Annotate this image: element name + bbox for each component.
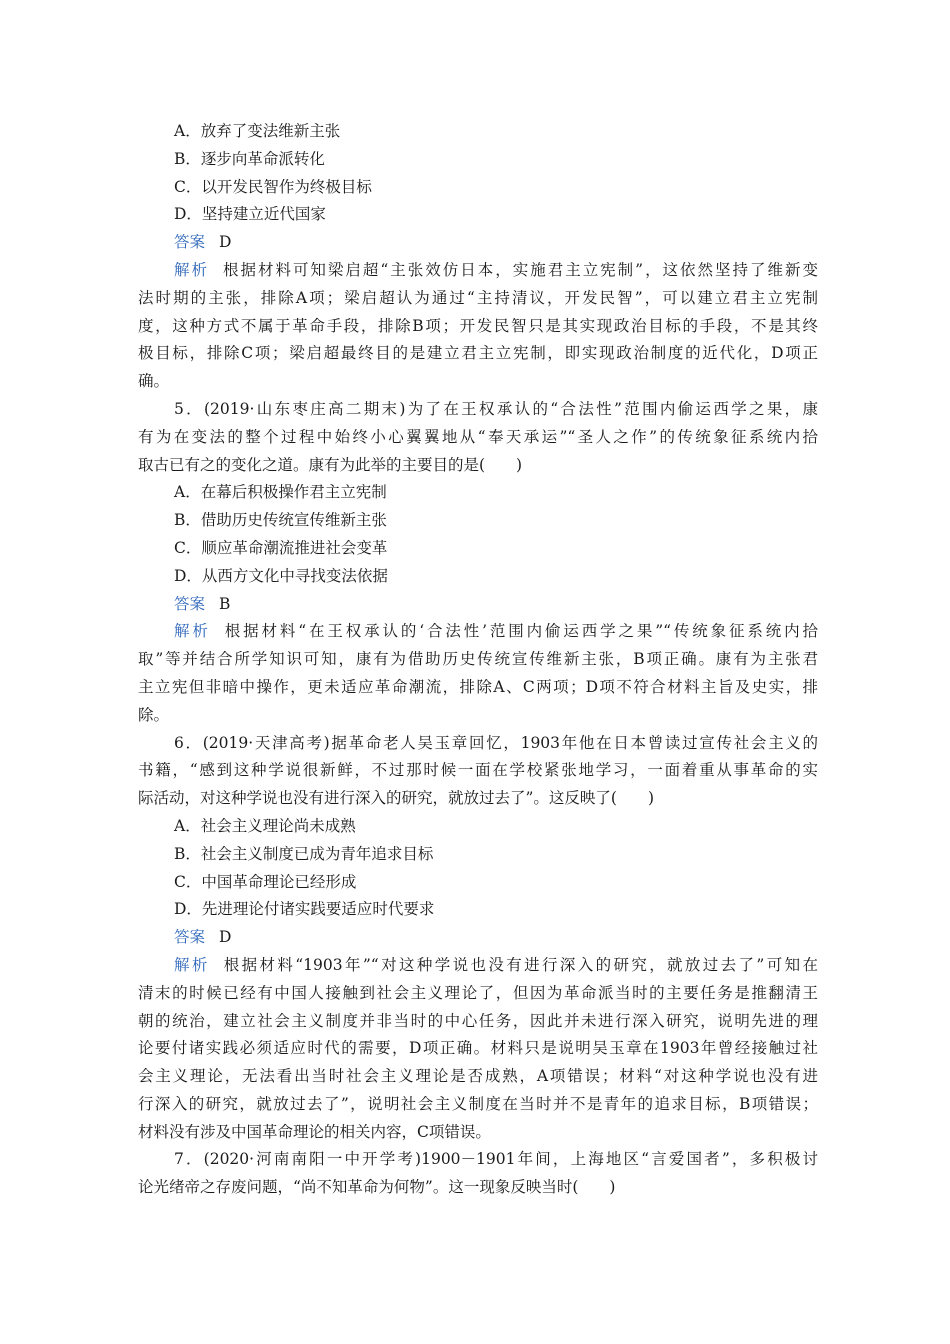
analysis-text: 行深入的研究，就放过去了”，说明社会主义制度在当时并不是青年的追求目标，B项错误； xyxy=(138,1094,818,1113)
analysis-label: 解析 xyxy=(174,260,209,279)
analysis-text: 取”等并结合所学知识可知，康有为借助历史传统宣传维新主张，B项正确。康有为主张君 xyxy=(138,650,818,669)
answer-label: 答案 xyxy=(174,928,206,947)
analysis-text: 确。 xyxy=(138,372,170,391)
question-stem: 6．(2019·天津高考)据革命老人吴玉章回忆，1903年他在日本曾读过宣传社会主义的 xyxy=(174,733,818,752)
question-stem: 际活动，对这种学说也没有进行深入的研究，就放过去了”。这反映了( ) xyxy=(138,789,655,808)
answer-value: B xyxy=(219,594,231,613)
analysis-text: 度，这种方式不属于革命手段，排除B项；开发民智只是其实现政治目标的手段，不是其终 xyxy=(138,316,818,335)
question-stem: 5．(2019·山东枣庄高二期末)为了在王权承认的“合法性”范围内偷运西学之果，康 xyxy=(174,399,818,418)
analysis-text: 清末的时候已经有中国人接触到社会主义理论了，但因为革命派当时的主要任务是推翻清王 xyxy=(138,983,818,1002)
analysis-text: 除。 xyxy=(138,705,170,724)
analysis-text: 极目标，排除C项；梁启超最终目的是建立君主立宪制，即实现政治制度的近代化，D项正 xyxy=(138,344,818,363)
question-stem: 论光绪帝之存废问题，“尚不知革命为何物”。这一现象反映当时( ) xyxy=(138,1178,616,1197)
option-a: A．社会主义理论尚未成熟 xyxy=(174,816,356,835)
option-d: D．从西方文化中寻找变法依据 xyxy=(174,566,388,585)
question-stem: 书籍，“感到这种学说很新鲜，不过那时候一面在学校紧张地学习，一面着重从事革命的实 xyxy=(138,761,818,780)
answer-value: D xyxy=(219,928,232,947)
option-a: A．放弃了变法维新主张 xyxy=(174,122,341,140)
answer-line xyxy=(138,591,818,619)
answer-label: 答案 xyxy=(174,233,206,252)
question-stem: 7．(2020·河南南阳一中开学考)1900－1901年间，上海地区“言爱国者”，多积极讨 xyxy=(174,1150,818,1169)
question-5-block xyxy=(138,396,818,730)
analysis-text: 主立宪但非暗中操作，更未适应革命潮流，排除A、C两项；D项不符合材料主旨及史实，排 xyxy=(138,677,818,696)
question-7-block xyxy=(138,1146,818,1202)
document-page xyxy=(138,118,818,1202)
analysis-text: 根据材料“在王权承认的‘合法性’范围内偷运西学之果”“传统象征系统内拾 xyxy=(224,622,818,641)
option-a: A．在幕后积极操作君主立宪制 xyxy=(174,483,387,502)
question-stem: 有为在变法的整个过程中始终小心翼翼地从“奉天承运”“圣人之作”的传统象征系统内拾 xyxy=(138,427,818,446)
question-4-block xyxy=(138,118,818,396)
option-b: B．逐步向革命派转化 xyxy=(174,149,325,168)
option-b: B．社会主义制度已成为青年追求目标 xyxy=(174,844,434,863)
analysis-label: 解析 xyxy=(174,622,211,641)
analysis-text: 论要付诸实践必须适应时代的需要，D项正确。材料只是说明吴玉章在1903年曾经接触过社 xyxy=(138,1039,818,1058)
analysis-text: 朝的统治，建立社会主义制度并非当时的中心任务，因此并未进行深入研究，说明先进的理 xyxy=(138,1011,818,1030)
analysis-text: 材料没有涉及中国革命理论的相关内容，C项错误。 xyxy=(138,1122,491,1141)
analysis-text: 法时期的主张，排除A项；梁启超认为通过“主持清议，开发民智”，可以建立君主立宪制 xyxy=(138,288,818,307)
option-d: D．先进理论付诸实践要适应时代要求 xyxy=(174,900,435,919)
analysis-text: 根据材料可知梁启超“主张效仿日本，实施君主立宪制”，这依然坚持了维新变 xyxy=(222,260,818,279)
option-c: C．顺应革命潮流推进社会变革 xyxy=(174,538,388,557)
answer-line xyxy=(138,924,818,952)
analysis-text: 会主义理论，无法看出当时社会主义理论是否成熟，A项错误；材料“对这种学说也没有进 xyxy=(138,1067,818,1086)
answer-line xyxy=(138,229,818,257)
question-stem: 取古已有之的变化之道。康有为此举的主要目的是( ) xyxy=(138,455,523,474)
answer-value: D xyxy=(219,233,232,252)
option-c: C．以开发民智作为终极目标 xyxy=(174,177,372,196)
analysis-text: 根据材料“1903年”“对这种学说也没有进行深入的研究，就放过去了”可知在 xyxy=(223,955,818,974)
analysis-line xyxy=(138,618,818,646)
question-6-block xyxy=(138,730,818,1147)
answer-label: 答案 xyxy=(174,594,206,613)
option-d: D．坚持建立近代国家 xyxy=(174,205,326,224)
option-b: B．借助历史传统宣传维新主张 xyxy=(174,511,387,530)
analysis-line xyxy=(138,952,818,980)
analysis-label: 解析 xyxy=(174,955,210,974)
option-c: C．中国革命理论已经形成 xyxy=(174,872,357,891)
analysis-line xyxy=(138,257,818,285)
